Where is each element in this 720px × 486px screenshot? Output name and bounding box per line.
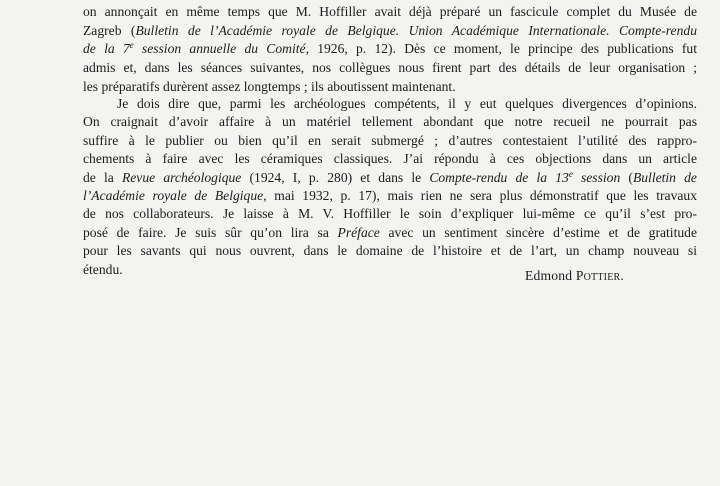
text-run: On craignait d’avoir affaire à un matériel tellement abondant que notre recueil ne pourrait pas [83, 114, 697, 130]
text-run: admis et, dans les séances suivantes, nos collègues nous firent part des détails de leur organisation ; [83, 60, 697, 76]
text-run: pour les savants qui nous ouvrent, dans le domaine de l’histoire et de l’art, un champ nouveau si [83, 243, 697, 259]
italic-text: e [568, 168, 573, 179]
text-line [83, 58, 697, 77]
text-run: de nos collaborateurs. Je laisse à M. V. Hoffiller le soin d’expliquer lui-même ce qu’il s’est pro- [83, 206, 697, 222]
text-line [83, 2, 697, 21]
text-run: Zagreb ( [83, 22, 136, 38]
italic-text: Préface [337, 224, 380, 240]
text-run: (1924, I, p. 280) et dans le [241, 169, 430, 185]
text-line [83, 241, 697, 259]
text-line [83, 186, 697, 204]
text-run: Je dois dire que, parmi les archéologues compétents, il y eut quelques divergences d’opinions. [117, 96, 697, 111]
text-run: , 1926, p. 12). Dès ce moment, le principe des publications fut [305, 41, 698, 57]
text-run: on annonçait en même temps que M. Hoffiller avait déjà préparé un fascicule complet du Musée de [83, 4, 697, 19]
italic-text: session annuelle du Comité [133, 41, 306, 57]
text-run: chements à faire avec les céramiques classiques. J’ai répondu à ces objections dans un article [83, 151, 697, 167]
signature [525, 268, 624, 284]
paragraph-divergences [83, 94, 697, 278]
text-run: posé de faire. Je suis sûr qu’on lira sa [83, 224, 338, 240]
signature-first-name: Edmond [525, 268, 573, 283]
italic-text: de la 7 [83, 41, 130, 57]
text-run: , mai 1932, p. 17), mais rien ne sera plus démonstratif que les travaux [263, 187, 698, 203]
signature-period: . [620, 268, 624, 283]
paragraph-continued [83, 2, 697, 95]
text-line [83, 131, 697, 149]
text-line [83, 77, 697, 96]
text-run: ( [620, 169, 633, 185]
text-run: suffire à le publier ou bien qu’il en serait submergé ; d’autres contestaient l’utilité des rappro- [83, 132, 697, 148]
italic-text: l’Académie royale de Belgique [83, 187, 264, 203]
text-line [83, 21, 697, 40]
signature-last-name: Pottier [575, 268, 621, 283]
text-run: avec un sentiment sincère d’estime et de gratitude [379, 224, 697, 240]
italic-text: session [572, 169, 621, 185]
italic-text: Bulletin de l’Académie royale de Belgique. Union Académique Internationale. Compte-rendu [135, 22, 697, 38]
text-line [83, 94, 697, 112]
text-line [83, 149, 697, 167]
text-run: étendu. [83, 261, 123, 277]
italic-text: Revue archéologique [121, 169, 242, 185]
italic-text: Bulletin de [632, 169, 697, 185]
italic-text: e [129, 40, 134, 51]
text-line [83, 168, 697, 186]
text-run: les préparatifs durèrent assez longtemps ; ils aboutissent maintenant. [83, 78, 456, 94]
text-line [83, 223, 697, 241]
text-run: de la [83, 169, 122, 185]
text-line [83, 204, 697, 222]
text-line [83, 39, 697, 58]
text-line [83, 112, 697, 130]
italic-text: Compte-rendu de la 13 [429, 169, 569, 185]
